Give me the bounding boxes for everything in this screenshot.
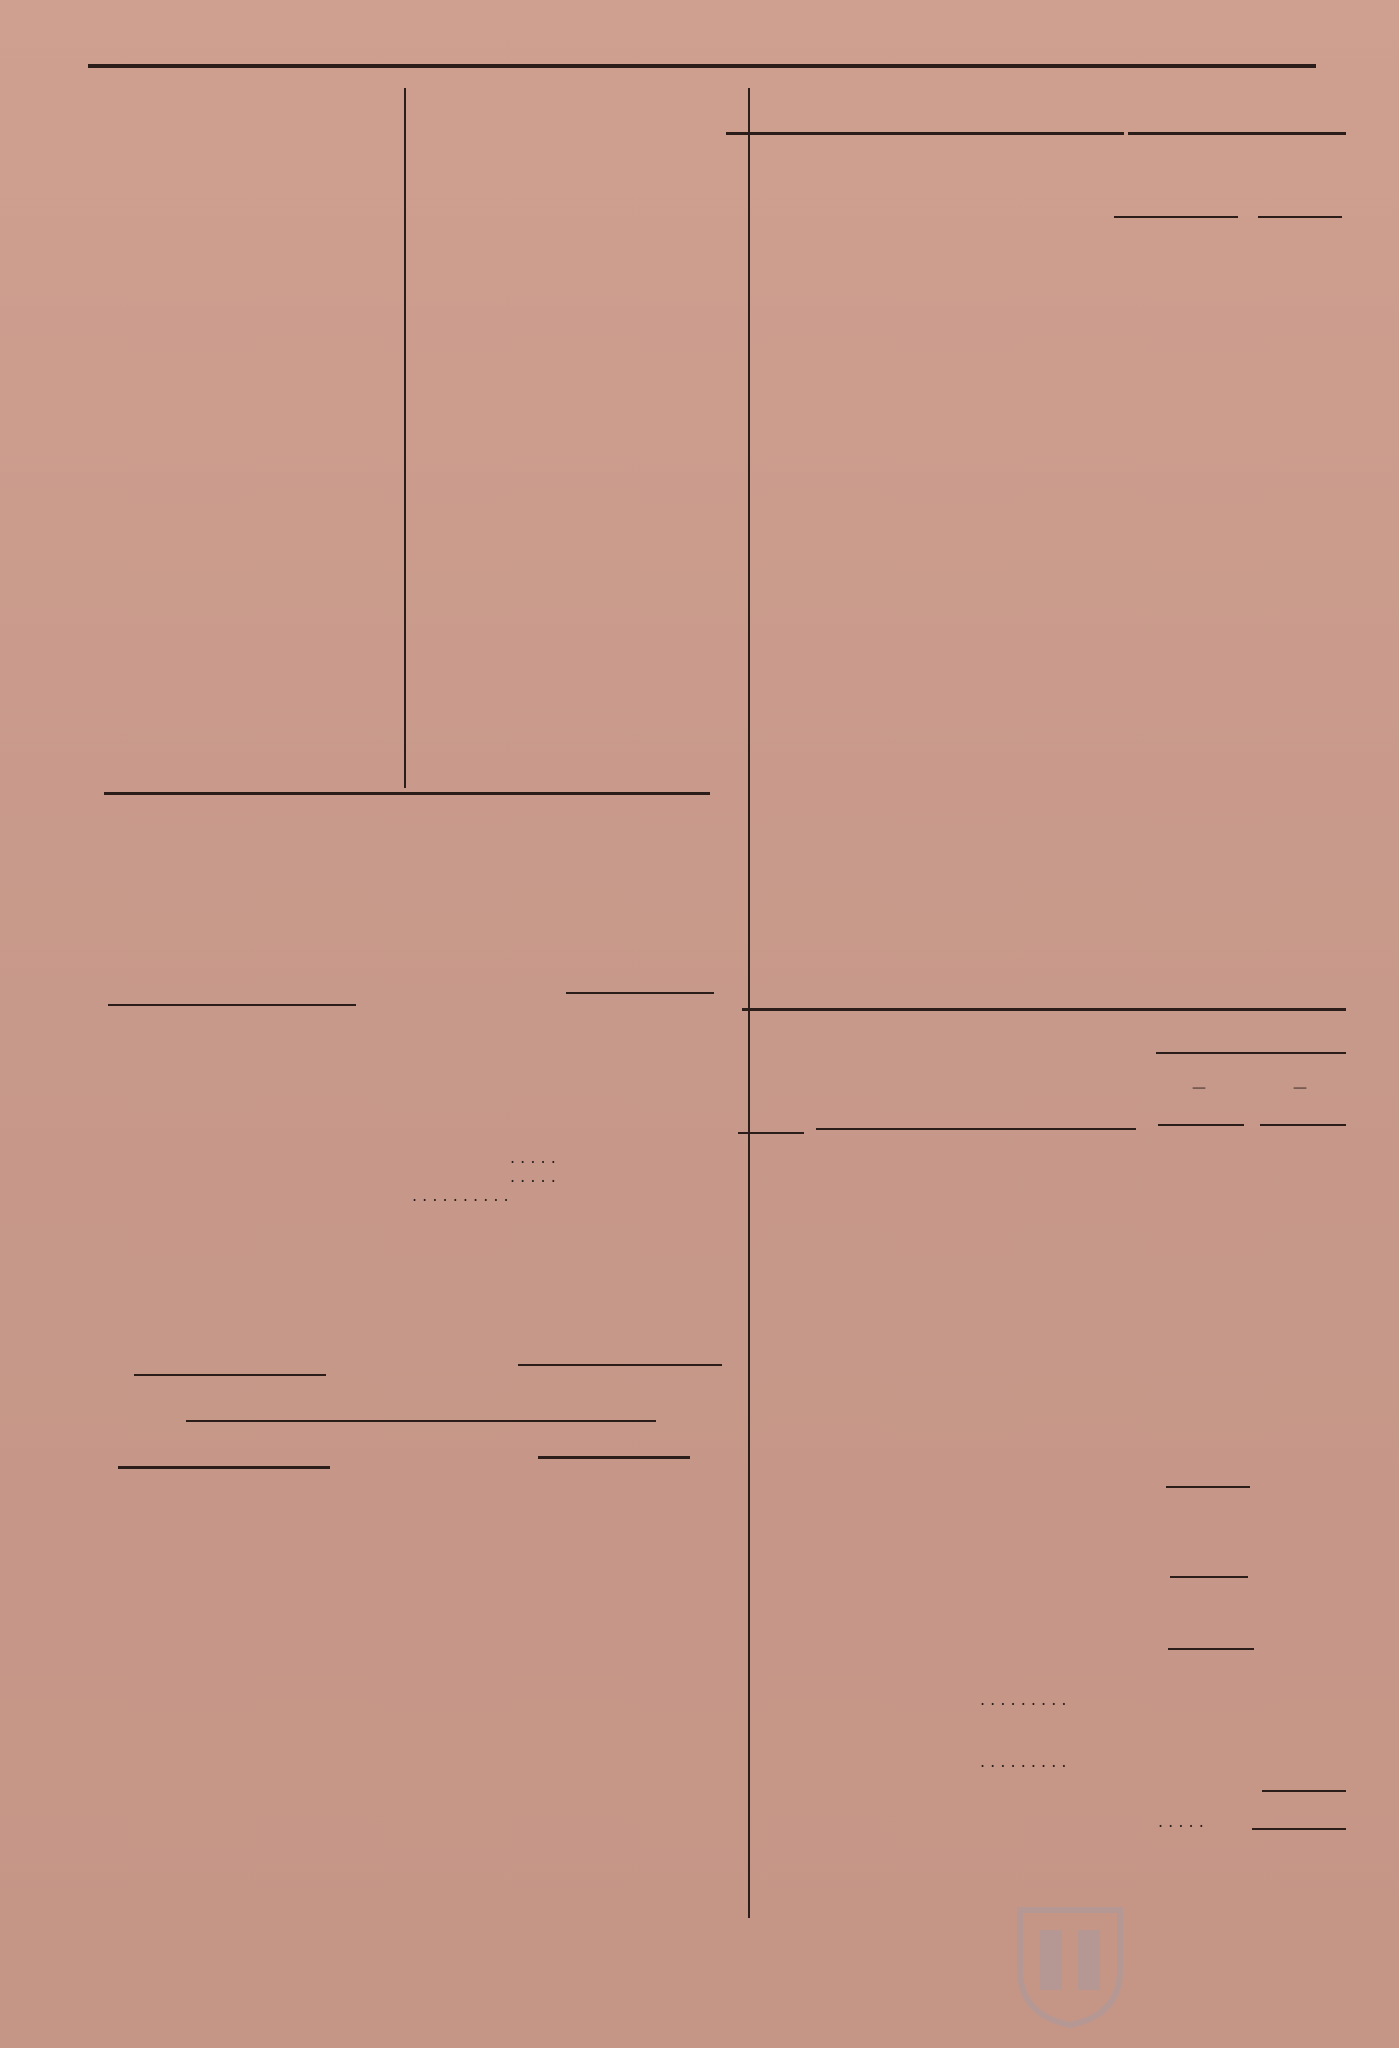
coat-of-arms-icon: [1010, 1900, 1130, 2030]
column-divider: [748, 88, 750, 1918]
rule: [1166, 1486, 1250, 1488]
rule: [1170, 1576, 1248, 1578]
rule: [1114, 216, 1238, 218]
rule: [816, 1128, 1136, 1130]
rule: [1128, 132, 1346, 135]
watermark-logo: [1010, 1900, 1350, 2030]
dash: —: [1293, 1080, 1307, 1096]
header-rule: [88, 64, 1316, 68]
rule: [518, 1364, 722, 1366]
dots: . . . . . . . . .: [980, 1752, 1067, 1771]
dots: . . . . .: [510, 1167, 556, 1186]
dots: . . . . . . . . . .: [412, 1186, 509, 1205]
rule: [1168, 1648, 1254, 1650]
rule: [1156, 1052, 1346, 1054]
rule: [742, 1008, 1346, 1011]
rule: [134, 1374, 326, 1376]
rule: [1158, 1124, 1244, 1126]
dots: . . . . . . . . .: [980, 1690, 1067, 1709]
dots: . . . . .: [510, 1148, 556, 1167]
rule: [538, 1456, 690, 1459]
dash: —: [1192, 1080, 1206, 1096]
rule: [726, 132, 1124, 135]
rule: [186, 1420, 656, 1422]
rule: [1262, 1790, 1346, 1792]
rule: [566, 992, 714, 994]
dots: . . . . .: [1158, 1812, 1204, 1831]
rule: [1258, 216, 1342, 218]
list-divider: [404, 88, 406, 788]
rule: [1252, 1828, 1346, 1830]
rule: [108, 1004, 356, 1006]
rule: [738, 1132, 804, 1134]
section-rule: [104, 792, 710, 795]
rule: [118, 1466, 330, 1469]
rule: [1260, 1124, 1346, 1126]
